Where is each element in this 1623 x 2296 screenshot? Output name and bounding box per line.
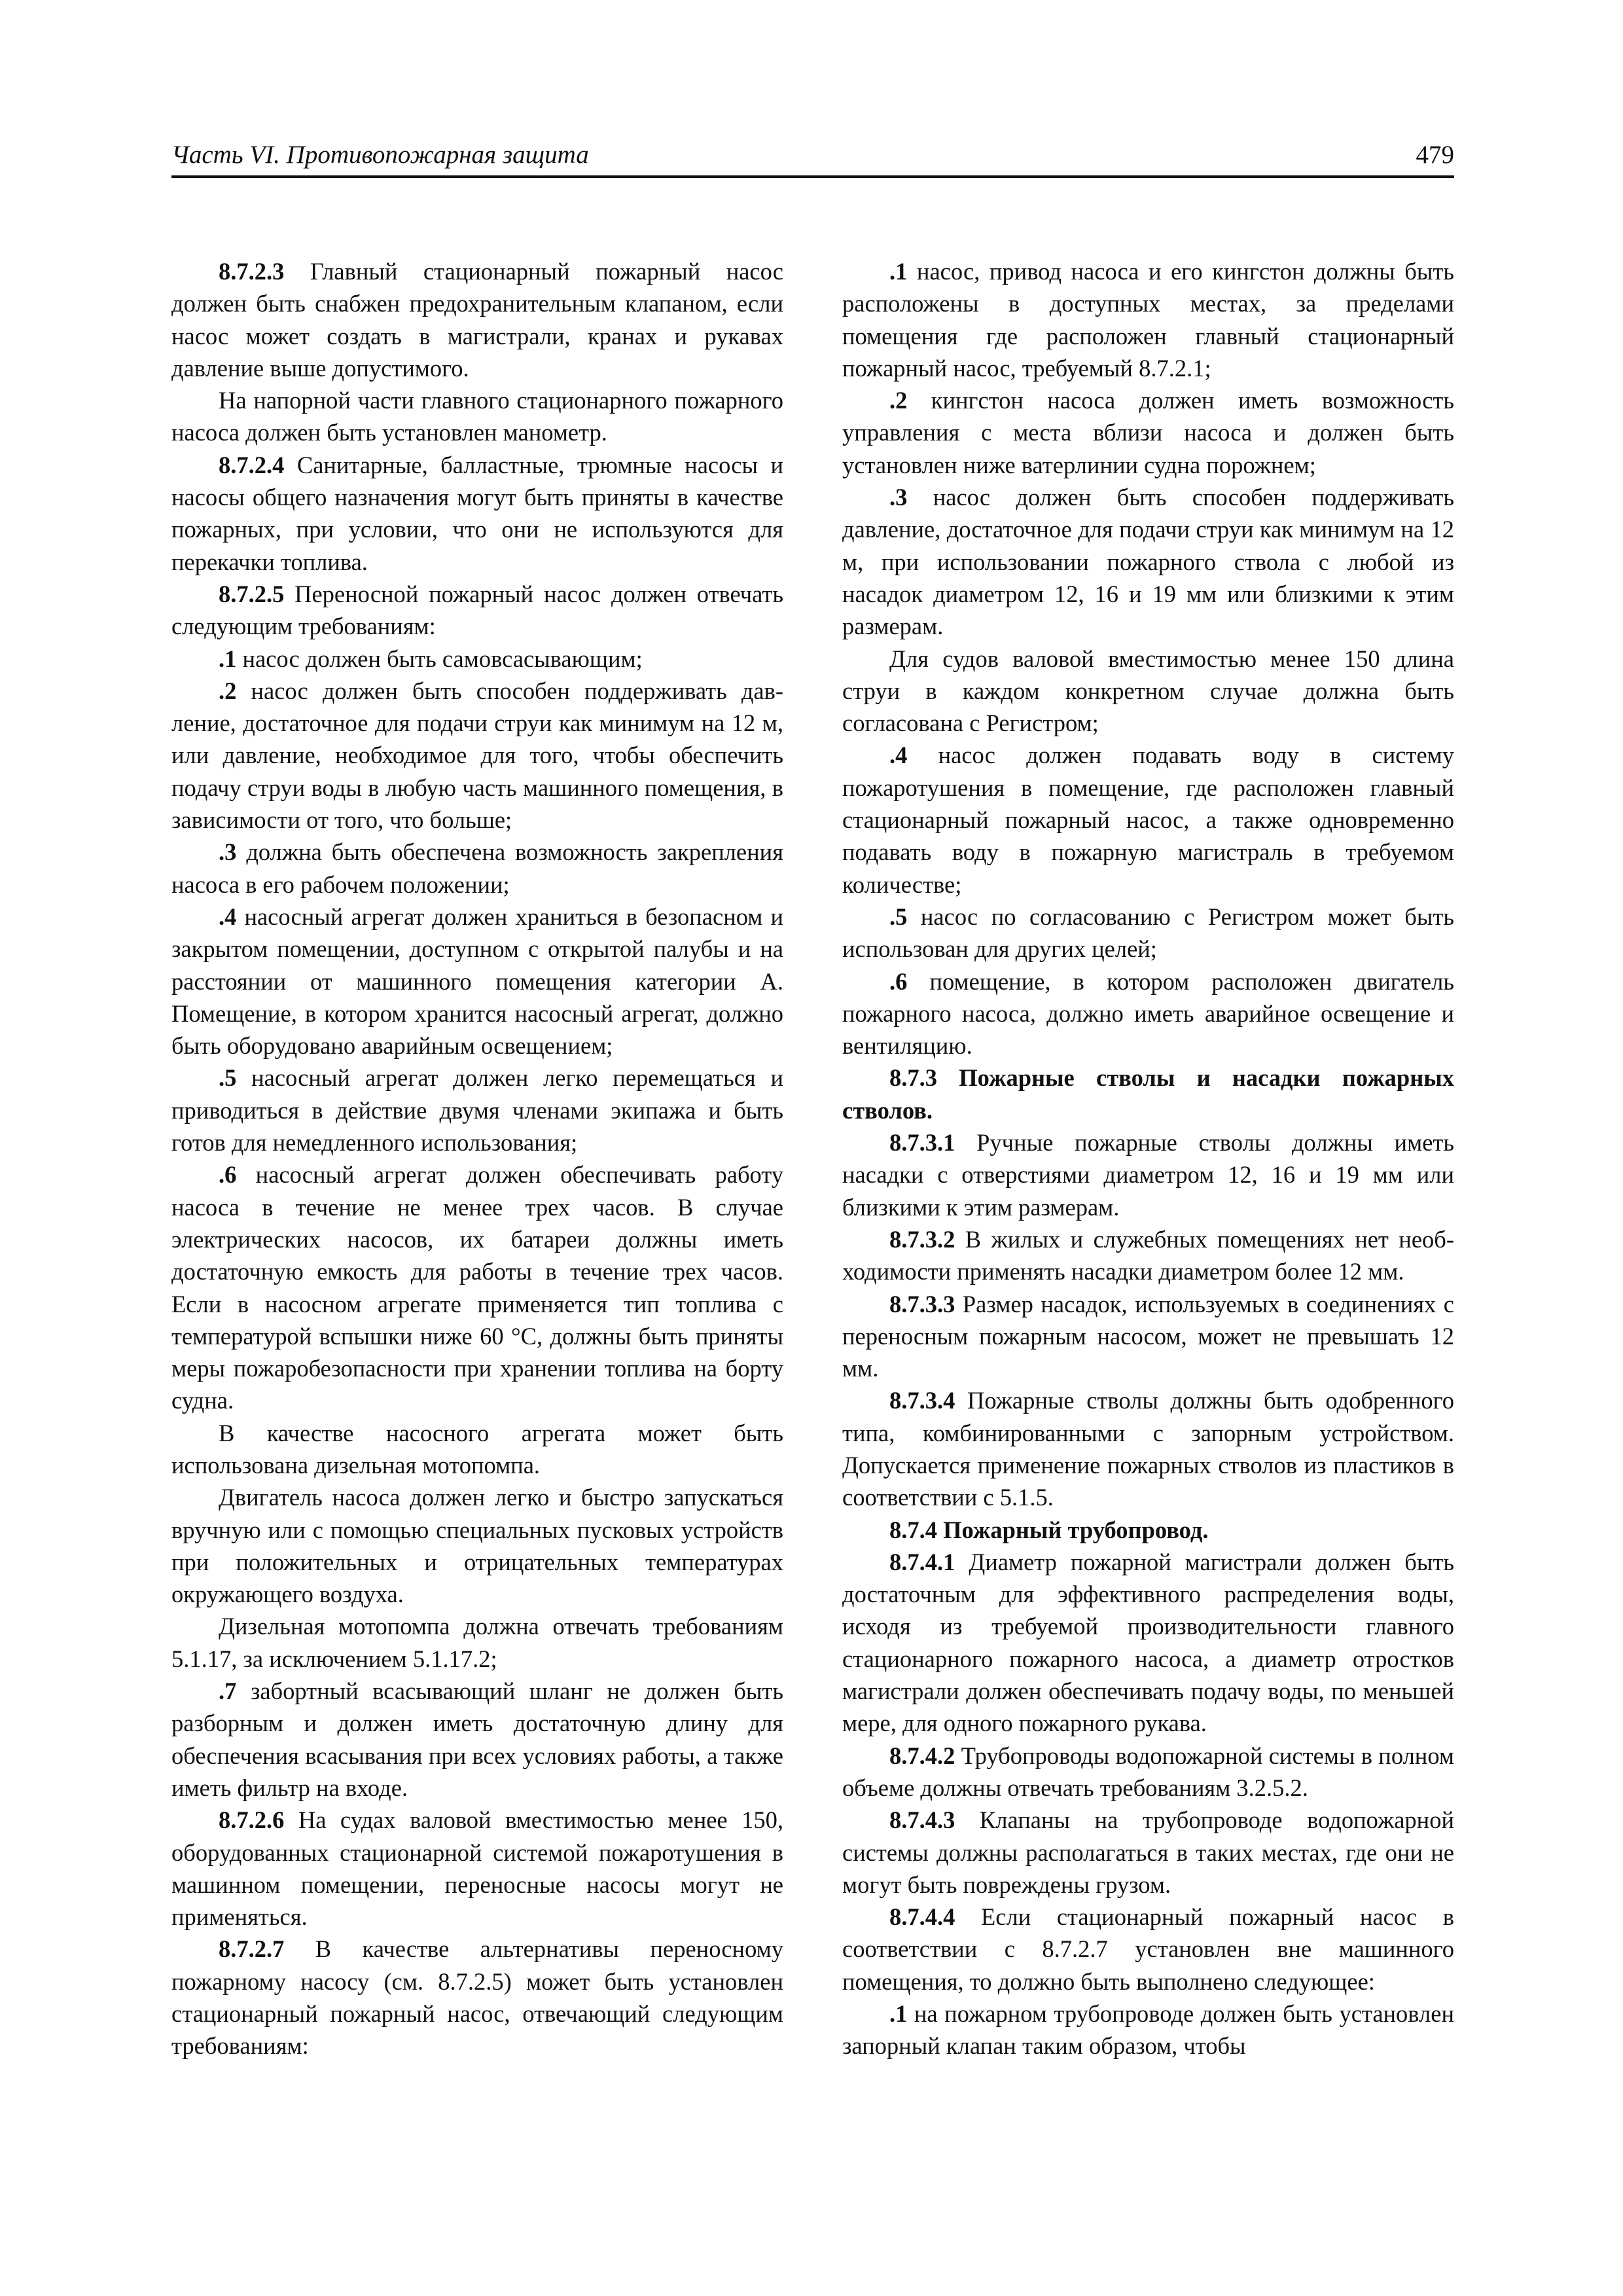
clause-number: 8.7.3.4 — [889, 1387, 955, 1414]
clause-number: .1 — [889, 2000, 908, 2028]
paragraph-text: насос должен быть самовсасывающим; — [236, 645, 643, 672]
clause-number: 8.7.2.6 — [219, 1806, 285, 1834]
paragraph-text: На судах валовой вместимостью менее 150, оборудованных стационарной системой пожаротушения в машинном помещении, переносные насосы могут не применяться. — [171, 1806, 783, 1931]
paragraph — [842, 1288, 1454, 1385]
paragraph — [171, 1933, 783, 2062]
clause-number: .5 — [889, 903, 908, 930]
header-title: Часть VI. Противопожарная защита — [171, 141, 589, 169]
paragraph — [171, 1062, 783, 1158]
paragraph-text: Диаметр пожарной магистрали должен быть достаточным для эффективного распределения воды, исходя из требуемой производительности главного стационарного пожарного насоса, а диаметр отростков магистрали должен обеспечивать подачу воды, по меньшей мере, для одного пожарного рукава. — [842, 1548, 1454, 1737]
clause-number: .4 — [889, 742, 908, 769]
paragraph-text: В качестве альтернативы переносному пожарному насосу (см. 8.7.2.5) может быть установлен стационарный пожарный насос, отвечающий следующим требованиям: — [171, 1935, 783, 2060]
paragraph — [842, 481, 1454, 642]
section-heading-text: 8.7.4 Пожарный трубопровод. — [889, 1516, 1209, 1543]
clause-number: 8.7.2.4 — [219, 451, 285, 478]
paragraph — [842, 739, 1454, 900]
clause-number: 8.7.3.2 — [889, 1225, 955, 1253]
paragraph — [842, 1546, 1454, 1740]
paragraph — [842, 1740, 1454, 1804]
paragraph — [842, 1998, 1454, 2062]
clause-number: 8.7.2.7 — [219, 1935, 285, 1963]
paragraph-text: насосный агрегат должен легко перемещаться и приводиться в действие двумя членами экипажа и быть готов для немедленного использования; — [171, 1064, 783, 1157]
page-number: 479 — [1416, 141, 1454, 169]
section-heading-text: 8.7.3 Пожарные стволы и насадки пожарных стволов. — [842, 1064, 1454, 1124]
clause-number: .1 — [219, 645, 237, 672]
clause-number: .7 — [219, 1677, 237, 1705]
paragraph-text: насос должен быть способен поддерживать давление, достаточное для подачи струи как минимум на 12 м, или давление, необходимое для того, чтобы обеспечить подачу струи воды в любую часть машинного помещения, в зависимости от того, что больше; — [171, 677, 783, 834]
paragraph — [171, 1417, 783, 1482]
clause-number: 8.7.4.4 — [889, 1903, 955, 1931]
running-header — [171, 140, 1454, 179]
clause-number: 8.7.4.3 — [889, 1806, 955, 1834]
paragraph-text: В качестве насосного агрегата может быть использована дизельная мотопомпа. — [171, 1419, 783, 1479]
paragraph-text: Переносной пожарный насос должен отвечать следующим требованиям: — [171, 580, 783, 640]
clause-number: .6 — [889, 967, 908, 995]
header-rule — [171, 175, 1454, 178]
paragraph — [842, 1223, 1454, 1288]
paragraph — [171, 384, 783, 449]
section-heading — [842, 1062, 1454, 1126]
paragraph — [171, 675, 783, 836]
paragraph-text: Для судов валовой вместимостью менее 150 длина струи в каждом конкретном случае должна быть согласована с Регистром; — [842, 645, 1454, 737]
paragraph — [842, 255, 1454, 384]
paragraph-text: Двигатель насоса должен легко и быстро запускаться вручную или с помощью специальных пусковых устройств при положительных и отрицательных температурах окружающего воздуха. — [171, 1484, 783, 1608]
paragraph — [842, 1901, 1454, 1998]
paragraph-text: Если стационарный пожарный насос в соответствии с 8.7.2.7 установлен вне машинного помещения, то должно быть выполнено следующее: — [842, 1903, 1454, 1995]
paragraph-text: Трубопроводы водопожарной системы в полном объеме должны отвечать требованиям 3.2.5.2. — [842, 1742, 1454, 1801]
paragraph — [171, 1675, 783, 1804]
paragraph-text: Ручные пожарные стволы должны иметь насадки с отверстиями диаметром 12, 16 и 19 мм или близкими к этим размерам. — [842, 1129, 1454, 1221]
paragraph-text: Размер насадок, используемых в соединениях с переносным пожарным насосом, может не превышать 12 мм. — [842, 1290, 1454, 1382]
paragraph-text: Пожарные стволы должны быть одобренного типа, комбинированными с запорным устройством. Допускается применение пожарных стволов из пластиков в соответствии с 5.1.5. — [842, 1387, 1454, 1511]
paragraph — [171, 1804, 783, 1933]
paragraph — [171, 643, 783, 675]
paragraph-text: На напорной части главного стационарного пожарного насоса должен быть установлен манометр. — [171, 387, 783, 446]
paragraph-text: Санитарные, балластные, трюмные насосы и насосы общего назначения могут быть приняты в качестве пожарных, при условии, что они не используются для перекачки топлива. — [171, 451, 783, 575]
clause-number: .3 — [889, 484, 908, 511]
paragraph — [171, 836, 783, 901]
paragraph-text: насос, привод насоса и его кингстон должны быть расположены в доступных местах, за пределами помещения где расположен главный стационарный пожарный насос, требуемый 8.7.2.1; — [842, 258, 1454, 382]
clause-number: 8.7.4.1 — [889, 1548, 955, 1575]
left-column — [171, 255, 783, 2062]
paragraph-text: забортный всасывающий шланг не должен быть разборным и должен иметь достаточную длину для обеспечения всасывания при всех условиях работы, а также иметь фильтр на входе. — [171, 1677, 783, 1801]
paragraph-text: Дизельная мотопомпа должна отвечать требованиям 5.1.17, за исключением 5.1.17.2; — [171, 1613, 783, 1672]
clause-number: 8.7.3.1 — [889, 1129, 955, 1157]
paragraph-text: помещение, в котором расположен двигатель пожарного насоса, должно иметь аварийное освещение и вентиляцию. — [842, 967, 1454, 1060]
paragraph — [171, 578, 783, 643]
paragraph — [171, 901, 783, 1062]
clause-number: 8.7.4.2 — [889, 1742, 955, 1769]
paragraph — [842, 1126, 1454, 1223]
paragraph — [171, 1158, 783, 1416]
paragraph-text: Главный стационарный пожарный насос должен быть снабжен предохранительным клапаном, если насос может создать в магистрали, кранах и рукавах давление выше допустимого. — [171, 258, 783, 382]
paragraph — [842, 1804, 1454, 1901]
section-heading — [842, 1514, 1454, 1546]
clause-number: 8.7.2.5 — [219, 580, 285, 607]
paragraph-text: Клапаны на трубопроводе водопожарной системы должны располагаться в таких местах, где они не могут быть повреждены грузом. — [842, 1806, 1454, 1898]
paragraph-text: на пожарном трубопроводе должен быть установлен запорный клапан таким образом, чтобы — [842, 2000, 1454, 2060]
clause-number: .2 — [219, 677, 237, 704]
paragraph — [842, 965, 1454, 1062]
clause-number: 8.7.2.3 — [219, 258, 285, 285]
paragraph-text: насос должен подавать воду в систему пожаротушения в помещение, где расположен главный стационарный пожарный насос, а также одновременно подавать воду в пожарную магистраль в требуемом количестве; — [842, 742, 1454, 898]
paragraph-text: насос должен быть способен поддерживать давление, достаточное для подачи струи как минимум на 12 м, при использовании пожарного ствола с любой из насадок диаметром 12, 16 и 19 мм или близкими к этим размерам. — [842, 484, 1454, 640]
paragraph-text: В жилых и служебных помещениях нет необходимости применять насадки диаметром более 12 мм. — [842, 1225, 1454, 1285]
right-column — [842, 255, 1454, 2062]
paragraph — [842, 384, 1454, 481]
paragraph — [171, 1481, 783, 1610]
clause-number: .5 — [219, 1064, 237, 1092]
paragraph — [842, 1384, 1454, 1513]
paragraph — [171, 1610, 783, 1675]
paragraph-text: насосный агрегат должен обеспечивать работу насоса в течение не менее трех часов. В случае электрических насосов, их батареи должны иметь достаточную емкость для работы в течение трех часов. Если в насосном агрегате применяется тип топлива с температурой вспышки ниже 60 °С, должны быть приняты меры пожаробезопасности при хранении топлива на борту судна. — [171, 1161, 783, 1414]
clause-number: .6 — [219, 1161, 237, 1189]
clause-number: .1 — [889, 258, 908, 285]
clause-number: 8.7.3.3 — [889, 1290, 955, 1318]
clause-number: .4 — [219, 903, 237, 930]
paragraph — [842, 643, 1454, 740]
clause-number: .2 — [889, 387, 908, 414]
paragraph — [171, 255, 783, 384]
paragraph-text: должна быть обеспечена возможность закрепления насоса в его рабочем положении; — [171, 838, 783, 898]
paragraph-text: насос по согласованию с Регистром может быть использован для других целей; — [842, 903, 1454, 963]
paragraph-text: кингстон насоса должен иметь возможность управления с места вблизи насоса и должен быть установлен ниже ватерлинии судна порожнем; — [842, 387, 1454, 478]
paragraph-text: насосный агрегат должен храниться в безопасном и закрытом помещении, доступном с открытой палубы и на расстоянии от машинного помещения категории А. Помещение, в котором хранится насосный агрегат, должно быть оборудовано аварийным освещением; — [171, 903, 783, 1060]
clause-number: .3 — [219, 838, 237, 866]
paragraph — [842, 901, 1454, 965]
paragraph — [171, 449, 783, 578]
